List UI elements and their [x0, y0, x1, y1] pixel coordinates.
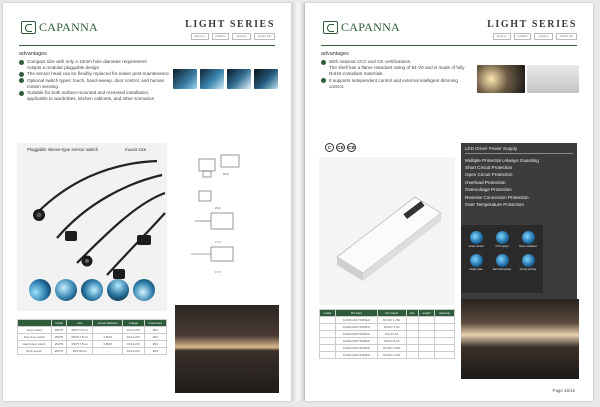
header-divider	[19, 45, 275, 46]
light-effect-icon	[81, 279, 103, 301]
cb-cert-icon: CB	[348, 145, 355, 150]
mount-size-drawings	[181, 151, 271, 281]
product-photo	[477, 65, 525, 93]
product-photo	[173, 69, 197, 89]
bullet-dot-icon	[321, 78, 326, 83]
series-tags	[185, 33, 275, 40]
led-driver-illustration	[319, 157, 455, 305]
light-effect-icon	[29, 279, 51, 301]
feature-item: Short Circuit Protection	[465, 164, 513, 170]
light-effect-icon	[107, 279, 129, 301]
advantages-heading: advantages	[19, 51, 47, 57]
certification-marks	[325, 143, 356, 152]
table-row: AC200-240V 50/60Hz DC12V 2.5A	[320, 324, 455, 331]
brand-logo	[323, 20, 400, 35]
brand-name: CAPANNA	[39, 20, 99, 34]
list-item: Optional switch types: touch, hand-sweep, door control, and human motion sensing	[19, 78, 169, 90]
brand-logo	[21, 20, 98, 35]
product-photo	[227, 69, 251, 89]
table-row: AC200-240V 50/60Hz DC24V 1.25A	[320, 352, 455, 359]
product-photo	[254, 69, 278, 89]
series-tag[interactable]: products	[212, 33, 230, 40]
bullet-dot-icon	[19, 91, 24, 96]
list-subitem: Adopts a modular pluggable design	[27, 65, 100, 71]
feature-item: Open Circuit Protection	[465, 172, 513, 178]
driver-product-panel	[319, 157, 455, 305]
security-icon	[522, 254, 535, 267]
ce-cert-icon: CE	[337, 145, 344, 150]
table-row: Hand wave switch Ø10*R Ø10*17.5mm 0-8CM DC12-24V Ø10	[18, 341, 167, 348]
fast-power-icon	[496, 254, 509, 267]
left-page	[3, 3, 291, 401]
list-item: Suitable for both surface-mounted and recessed installation, applicable to wardrobes, kitchen cabinets, and other scenarios	[19, 90, 169, 102]
feature-item: Overload Protection	[465, 179, 506, 185]
table-row: Body sensor Ø10*R Ø10*26mm - DC12-24V Ø10	[18, 348, 167, 355]
series-title: LIGHT SERIES	[185, 19, 275, 30]
series-tag[interactable]: solutions	[232, 33, 250, 40]
advantages-list	[19, 59, 169, 102]
dim-label: 17.5	[215, 240, 221, 244]
cabinet-lighting-photo	[175, 305, 279, 393]
table-header-row: model DC input DC output size weight warranty	[320, 310, 455, 317]
list-item: It supports independent control and external intelligent dimming control.	[321, 78, 471, 90]
table-row: AC200-240V 50/60Hz DC24V 0.63A	[320, 345, 455, 352]
book-gutter	[291, 3, 305, 401]
bullet-dot-icon	[19, 78, 24, 83]
series-header	[185, 19, 275, 40]
list-item: Compact size with only a 10mm hole diameter requirement	[19, 59, 169, 65]
list-subitem: The shell has a flame retardant rating of 94-V0 and is made of fully RoHS-compliant materials.	[329, 65, 465, 77]
bullet-dot-icon	[19, 60, 24, 65]
page-number: Page 15/16	[552, 388, 575, 393]
series-tag[interactable]: products	[514, 33, 532, 40]
dim-label: Ø12	[215, 206, 221, 210]
ccc-cert-icon: C	[325, 143, 334, 152]
series-title: LIGHT SERIES	[487, 19, 577, 30]
bullet-dot-icon	[19, 72, 24, 77]
light-effect-row	[29, 279, 155, 301]
series-tag[interactable]: contact info	[254, 33, 275, 40]
feature-icons: smart control CTV output flame retardant sturdy case fast rated power sturdy security	[463, 231, 541, 271]
smart-control-icon	[470, 231, 483, 244]
right-page	[305, 3, 593, 401]
table-row: AC200-240V 50/60Hz DC12V 8.3A	[320, 338, 455, 345]
ctrl-output-icon	[496, 231, 509, 244]
list-item: With national CCC and CE certifications.	[321, 59, 471, 65]
driver-divider	[465, 153, 573, 154]
sensor-spec-table	[17, 319, 167, 355]
bullet-dot-icon	[321, 60, 326, 65]
list-item: The sensor head can be flexibly replaced for easier post-maintenance	[19, 71, 169, 77]
table-row: Touch switch Ø10*R Ø10*17.5mm - DC12-24V Ø10	[18, 327, 167, 334]
series-tag[interactable]: solutions	[534, 33, 552, 40]
product-photo	[200, 69, 224, 89]
sturdy-icon	[470, 254, 483, 267]
flame-retardant-icon	[522, 231, 535, 244]
table-header-row: model size sensor distance voltage mount size	[18, 320, 167, 327]
advantages-heading: advantages	[321, 51, 349, 57]
feature-item: Reverse Connection Protection	[465, 194, 529, 200]
advantages-list	[321, 59, 471, 90]
table-row: Door door switch Ø10*R Ø10*17.5mm 0-8CM DC12-24V Ø10	[18, 334, 167, 341]
kitchen-cabinet-photo	[461, 299, 579, 379]
feature-item: Overvoltage Protection	[465, 187, 512, 193]
feature-item: Multiple Protection,Always Guarding	[465, 157, 539, 163]
driver-spec-table	[319, 309, 455, 359]
product-photo	[527, 65, 579, 93]
series-tag[interactable]: about us	[493, 33, 511, 40]
table-row: AC200-240V 50/60Hz DC12V 1.25A	[320, 317, 455, 324]
driver-title: LED Driver Power Supply	[465, 146, 518, 151]
sensor-product-panel	[17, 143, 167, 311]
mount-size-caption: mount size	[125, 147, 147, 152]
capanna-logo-icon	[21, 21, 36, 34]
series-tag[interactable]: contact info	[556, 33, 577, 40]
dim-label: 17.5	[215, 270, 221, 274]
capanna-logo-icon	[323, 21, 338, 34]
light-effect-icon	[133, 279, 155, 301]
table-row: AC200-240V 50/60Hz DC12V 5A	[320, 331, 455, 338]
panel-caption: Pluggable sleeve-type sensor switch	[27, 147, 99, 152]
brand-name: CAPANNA	[341, 20, 401, 34]
dim-label: Ø10	[223, 172, 229, 176]
feature-item: Over Temperature Protection	[465, 201, 524, 207]
light-effect-icon	[55, 279, 77, 301]
series-tag[interactable]: about us	[191, 33, 209, 40]
header-divider	[321, 45, 577, 46]
series-header	[487, 19, 577, 40]
series-tags	[487, 33, 577, 40]
